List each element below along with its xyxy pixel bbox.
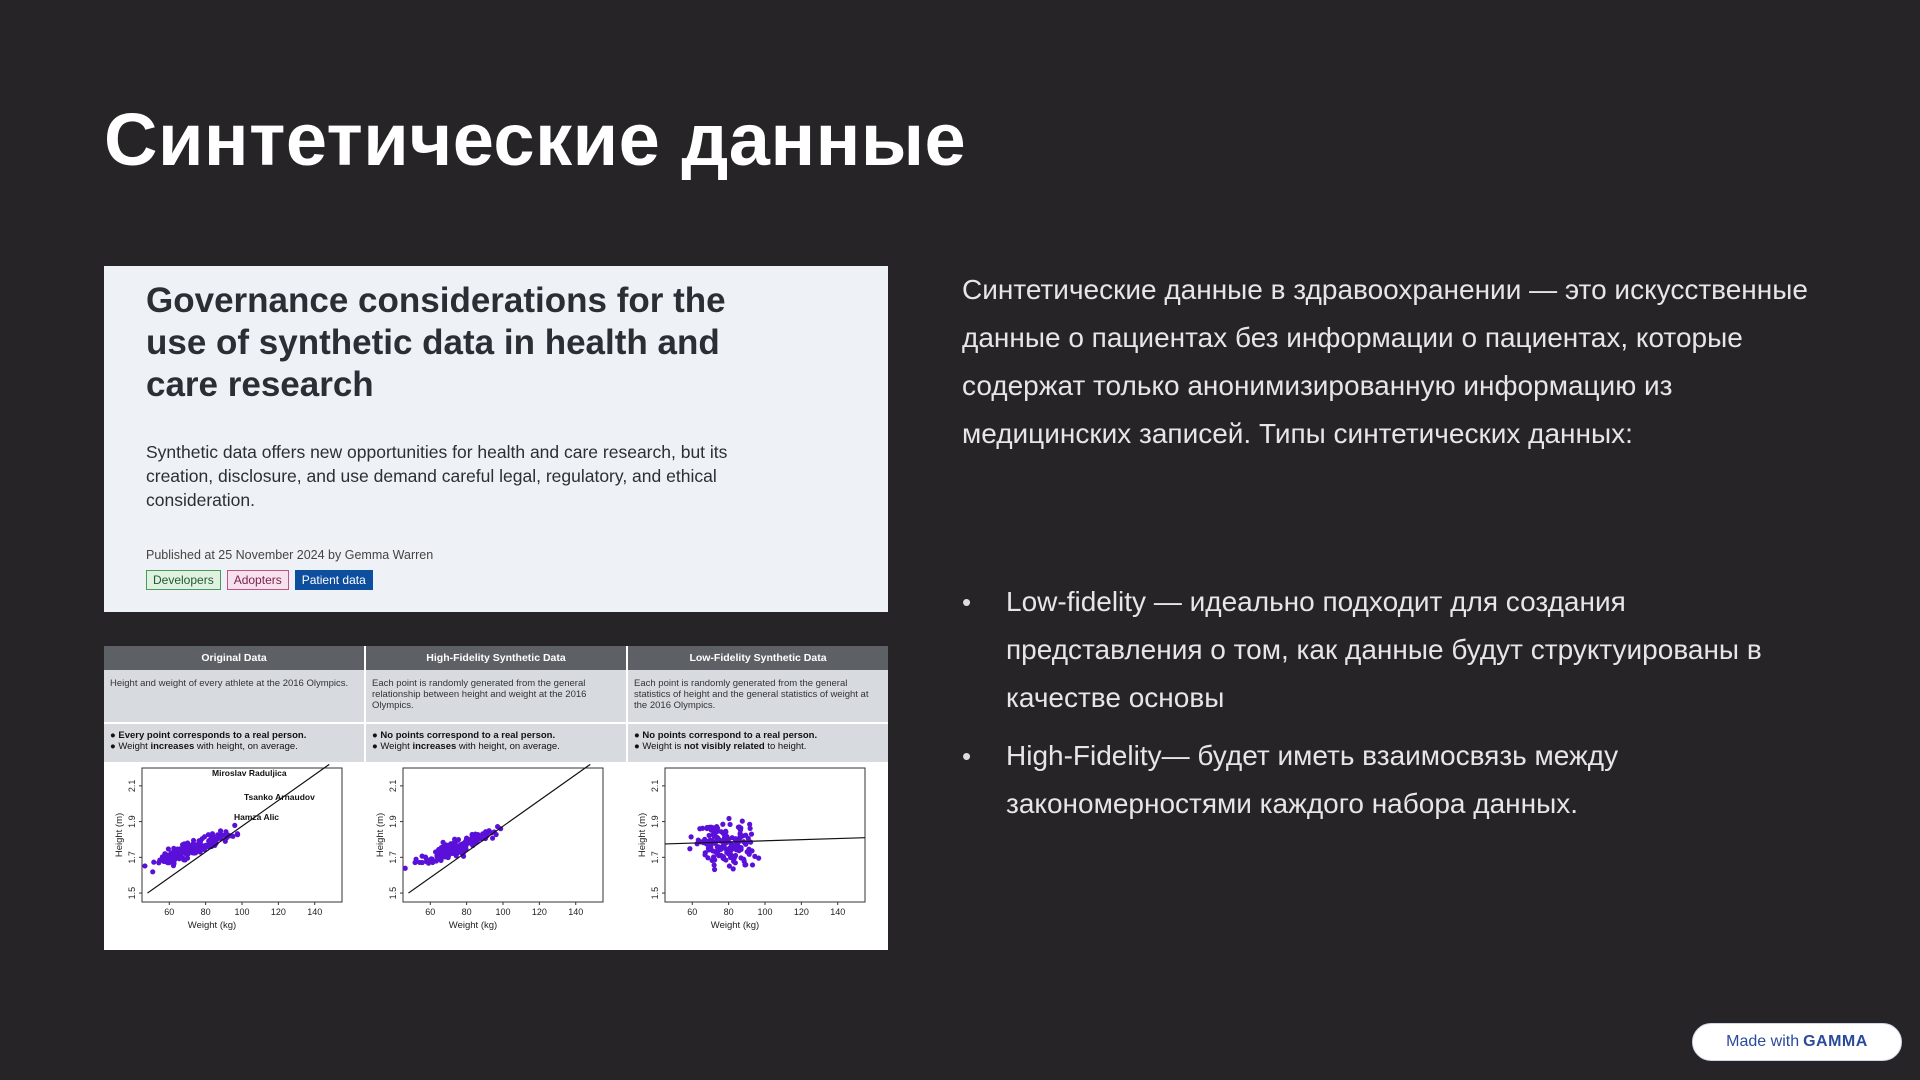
slide-title: Синтетические данные — [104, 98, 967, 181]
scatter-point — [712, 857, 717, 862]
scatter-point — [741, 857, 746, 862]
scatter-point — [403, 866, 408, 871]
x-tick-label: 60 — [425, 907, 436, 917]
col-desc-original: Height and weight of every athlete at the 2016 Olympics. — [104, 670, 366, 722]
article-card — [104, 266, 888, 612]
scatter-point — [733, 836, 738, 841]
scatter-point — [156, 860, 161, 865]
x-tick-label: 140 — [568, 907, 584, 917]
plot-frame — [403, 768, 603, 902]
scatter-point — [171, 846, 176, 851]
scatter-point — [171, 861, 176, 866]
scatter-point — [742, 862, 747, 867]
scatter-point — [727, 822, 732, 827]
x-tick-label: 120 — [793, 907, 809, 917]
plot-frame — [142, 768, 342, 902]
scatter-point — [185, 840, 190, 845]
scatter-point — [151, 860, 156, 865]
bullet-dot: • — [962, 741, 972, 771]
x-axis-label: Weight (kg) — [449, 920, 498, 931]
note-2a: Weight — [380, 741, 413, 752]
scatter-point — [210, 831, 215, 836]
figure-header-row — [104, 646, 888, 670]
scatter-point — [688, 834, 693, 839]
plot-frame — [665, 768, 865, 902]
scatter-point — [726, 816, 731, 821]
note-2a: Weight is — [642, 741, 684, 752]
col-desc-high-fidelity: Each point is randomly generated from the general relationship between height and weight at the 2016 Olympics. — [366, 670, 628, 722]
scatter-point — [732, 860, 737, 865]
scatter-point — [726, 837, 731, 842]
x-axis-label: Weight (kg) — [187, 920, 237, 931]
scatter-point — [414, 857, 419, 862]
scatter-point — [731, 855, 736, 860]
scatter-point — [454, 843, 459, 848]
x-axis-label: Weight (kg) — [710, 920, 759, 931]
scatter-point — [420, 854, 425, 859]
scatter-point — [695, 837, 700, 842]
x-tick-label: 80 — [461, 907, 472, 917]
article-description: Synthetic data offers new opportunities for health and care research, but its creation, disclosure, and use demand careful legal, regulatory, and ethical consideration. — [146, 442, 728, 510]
x-tick-label: 100 — [495, 907, 511, 917]
scatter-point — [739, 819, 744, 824]
x-tick-label: 100 — [757, 907, 773, 917]
scatter-point — [720, 856, 725, 861]
x-tick-label: 80 — [723, 907, 734, 917]
scatter-point — [478, 834, 483, 839]
y-tick-label: 1.5 — [127, 886, 137, 900]
figure-notes-row — [104, 724, 888, 762]
scatter-point — [454, 839, 459, 844]
note-2c: with height, on average. — [194, 741, 298, 752]
article-published: Published at 25 November 2024 by Gemma Warren — [146, 548, 434, 562]
scatter-point — [142, 863, 147, 868]
scatter-point — [470, 832, 475, 837]
scatter-point — [704, 839, 709, 844]
scatter-point — [438, 855, 443, 860]
scatter-point — [687, 846, 692, 851]
scatter-point — [191, 850, 196, 855]
scatter-point — [727, 851, 732, 856]
scatter-point — [447, 843, 452, 848]
col-header-high-fidelity: High-Fidelity Synthetic Data — [366, 646, 628, 670]
scatter-point — [443, 854, 448, 859]
point-annotation: Miroslav Radulјica — [212, 768, 287, 778]
y-axis-label: Height (m) — [375, 812, 387, 858]
note-1: No points correspond to a real person. — [642, 730, 818, 741]
point-annotation: Hamza Alic — [234, 812, 280, 822]
scatter-low-fidelity — [627, 762, 877, 950]
col-desc-low-fidelity: Each point is randomly generated from the general statistics of height and the general statistics of weight at the 2016 Olympics. — [634, 678, 869, 711]
scatter-point — [198, 840, 203, 845]
y-tick-label: 1.7 — [127, 851, 137, 864]
scatter-point — [207, 837, 212, 842]
note-1: Every point corresponds to a real person. — [118, 730, 307, 741]
plot-low-fidelity — [627, 762, 888, 950]
note-1: No points correspond to a real person. — [380, 730, 556, 741]
scatter-original — [104, 762, 354, 950]
article-tags — [146, 570, 846, 590]
x-tick-label: 100 — [234, 907, 250, 917]
y-tick-label: 1.9 — [649, 815, 660, 828]
tag-developers: Developers — [146, 570, 221, 590]
note-2b: increases — [150, 741, 195, 752]
scatter-point — [738, 835, 743, 840]
note-2c: to height. — [764, 741, 807, 752]
x-tick-label: 140 — [307, 907, 323, 917]
scatter-point — [721, 845, 726, 850]
slide-body-text: Синтетические данные в здравоохранении — это искусственные данные о пациентах без информации о пациентах, которые содержат только анонимизированную информацию из медицинских записей. Типы синтетических данных: — [962, 274, 1808, 449]
bullet-low-fidelity — [962, 578, 1812, 722]
scatter-point — [455, 851, 460, 856]
scatter-point — [441, 840, 446, 845]
badge-prefix: Made with — [1726, 1033, 1800, 1050]
scatter-point — [463, 841, 468, 846]
plot-original — [104, 762, 365, 950]
scatter-point — [738, 827, 743, 832]
scatter-point — [747, 822, 752, 827]
scatter-point — [150, 869, 155, 874]
figure-plots-row — [104, 762, 888, 950]
y-tick-label: 2.1 — [127, 779, 137, 793]
y-tick-label: 1.7 — [388, 851, 399, 864]
note-2a: Weight — [118, 741, 151, 752]
col-header-original: Original Data — [104, 646, 366, 670]
bullet-high-fidelity — [962, 732, 1812, 828]
note-2b: not visibly related — [683, 741, 765, 752]
bullet-text: Low-fidelity — идеально подходит для создания представления о том, как данные будут структуированы в качестве основы — [1006, 586, 1762, 713]
bullet-dot: • — [962, 587, 972, 617]
tag-patient-data: Patient data — [295, 570, 373, 590]
y-tick-label: 2.1 — [388, 779, 399, 793]
scatter-point — [178, 855, 183, 860]
scatter-point — [705, 855, 710, 860]
x-tick-label: 60 — [164, 907, 175, 917]
scatter-point — [458, 845, 463, 850]
scatter-point — [166, 846, 171, 851]
scatter-point — [720, 822, 725, 827]
figure-description-row — [104, 670, 888, 724]
scatter-point — [743, 833, 748, 838]
y-tick-label: 1.5 — [388, 886, 399, 900]
scatter-point — [748, 840, 753, 845]
scatter-point — [185, 851, 190, 856]
badge-brand: GAMMA — [1803, 1033, 1868, 1050]
bullet-list — [962, 578, 1812, 838]
made-with-gamma-badge[interactable] — [1692, 1023, 1902, 1061]
scatter-point — [447, 848, 452, 853]
x-tick-label: 60 — [686, 907, 697, 917]
scatter-point — [752, 854, 757, 859]
article-title: Governance considerations for the use of synthetic data in health and care research — [146, 281, 726, 404]
y-tick-label: 1.7 — [649, 851, 660, 864]
x-tick-label: 120 — [532, 907, 548, 917]
synthetic-data-figure — [104, 646, 888, 950]
col-notes-original: ● Every point corresponds to a real person. ● Weight increases with height, on average. — [104, 724, 366, 762]
y-tick-label: 1.9 — [127, 815, 137, 828]
col-header-low-fidelity: Low-Fidelity Synthetic Data — [689, 652, 827, 664]
plot-high-fidelity — [365, 762, 626, 950]
scatter-point — [715, 848, 720, 853]
y-tick-label: 1.5 — [649, 886, 660, 900]
scatter-point — [750, 862, 755, 867]
x-tick-label: 120 — [270, 907, 286, 917]
scatter-point — [734, 845, 739, 850]
y-axis-label: Height (m) — [636, 812, 648, 858]
scatter-point — [424, 857, 429, 862]
y-tick-label: 2.1 — [649, 779, 660, 793]
scatter-point — [191, 842, 196, 847]
scatter-point — [202, 834, 207, 839]
col-notes-high-fidelity: ● No points correspond to a real person. ● Weight increases with height, on average. — [366, 724, 628, 762]
scatter-high-fidelity — [365, 762, 615, 950]
scatter-point — [718, 829, 723, 834]
bullet-text: High-Fidelity— будет иметь взаимосвязь между закономерностями каждого набора данных. — [1006, 740, 1619, 819]
note-2c: with height, on average. — [456, 741, 560, 752]
col-notes-low-fidelity: ● No points correspond to a real person. ● Weight is not visibly related to height. — [634, 730, 818, 752]
x-tick-label: 80 — [200, 907, 211, 917]
tag-adopters: Adopters — [227, 570, 289, 590]
x-tick-label: 140 — [829, 907, 845, 917]
scatter-point — [235, 832, 240, 837]
point-annotation: Tsanko Arnaudov — [244, 792, 315, 802]
scatter-point — [730, 866, 735, 871]
scatter-point — [429, 856, 434, 861]
scatter-point — [711, 825, 716, 830]
y-tick-label: 1.9 — [388, 815, 399, 828]
scatter-point — [700, 826, 705, 831]
scatter-point — [161, 859, 166, 864]
scatter-point — [708, 844, 713, 849]
scatter-point — [746, 847, 751, 852]
scatter-point — [749, 832, 754, 837]
scatter-point — [166, 854, 171, 859]
scatter-point — [180, 848, 185, 853]
scatter-point — [710, 832, 715, 837]
y-axis-label: Height (m) — [114, 812, 125, 858]
note-2b: increases — [412, 741, 457, 752]
scatter-point — [712, 867, 717, 872]
scatter-point — [439, 850, 444, 855]
scatter-point — [232, 823, 237, 828]
